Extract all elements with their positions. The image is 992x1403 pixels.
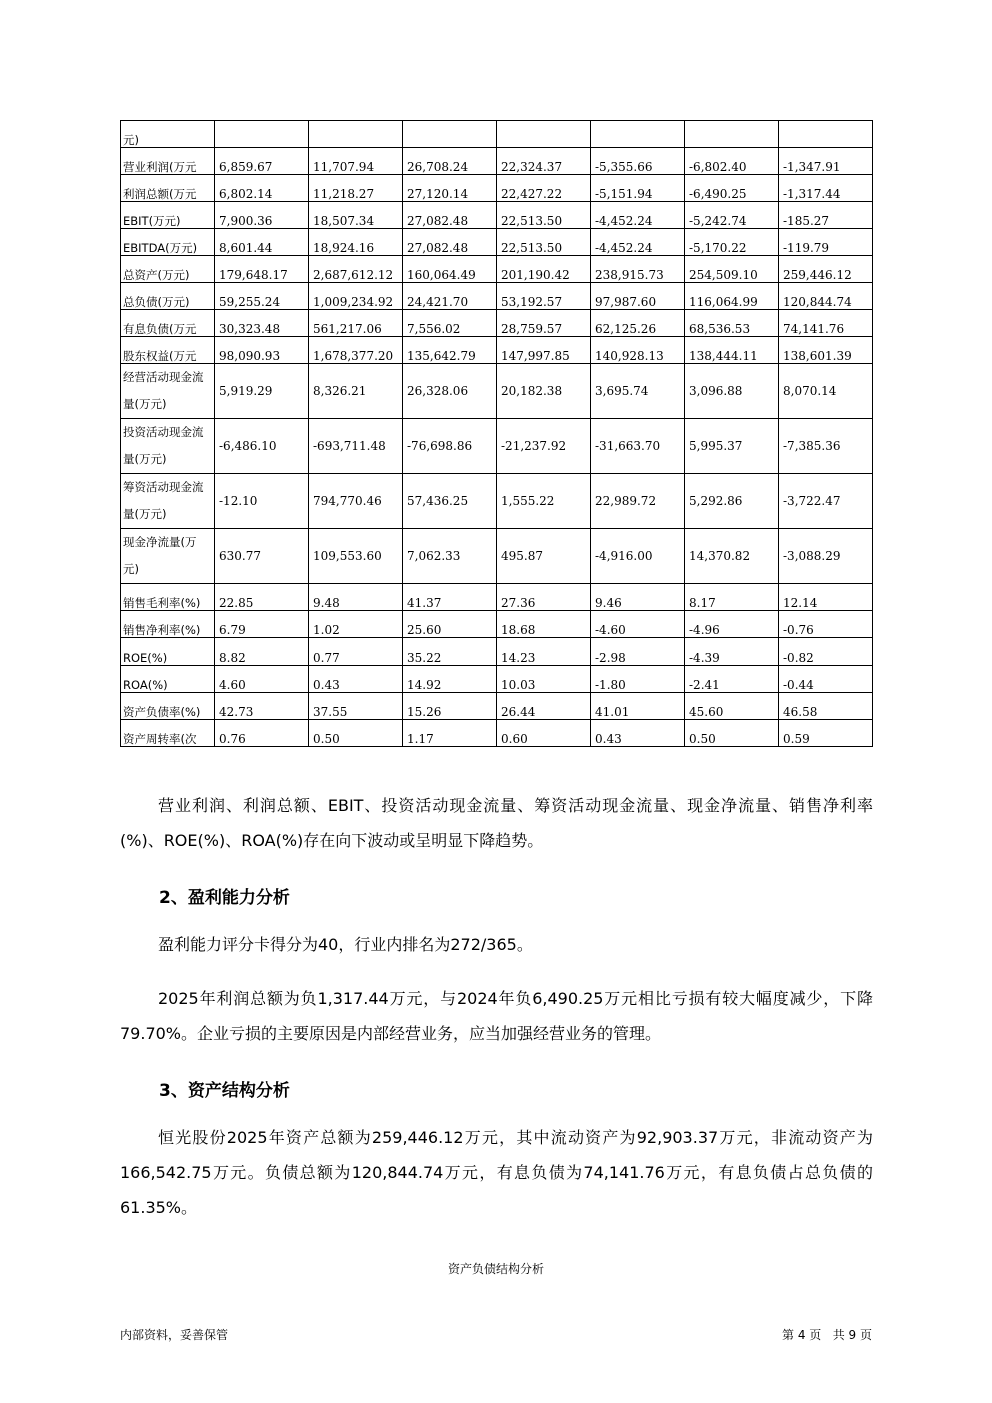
table-row — [121, 229, 873, 256]
table-cell: 3,096.88 — [685, 364, 779, 419]
table-cell: -4,452.24 — [591, 229, 685, 256]
table-cell: 1.02 — [309, 611, 403, 638]
table-row — [121, 283, 873, 310]
table-cell: -5,242.74 — [685, 202, 779, 229]
table-row — [121, 584, 873, 611]
table-row — [121, 638, 873, 666]
row-label: EBITDA(万元) — [121, 229, 215, 256]
table-cell: 26.44 — [497, 693, 591, 720]
table-cell: 46.58 — [779, 693, 873, 720]
table-cell: 45.60 — [685, 693, 779, 720]
table-cell — [685, 121, 779, 148]
table-cell: 14,370.82 — [685, 529, 779, 584]
row-label: 营业利润(万元 — [121, 148, 215, 175]
table-cell: 5,919.29 — [215, 364, 309, 419]
table-cell: 0.50 — [309, 720, 403, 747]
table-cell: 0.60 — [497, 720, 591, 747]
table-cell: 26,708.24 — [403, 148, 497, 175]
table-cell: -3,088.29 — [779, 529, 873, 584]
row-label: ROA(%) — [121, 666, 215, 693]
table-cell: 27,082.48 — [403, 202, 497, 229]
table-cell: 138,601.39 — [779, 337, 873, 364]
table-cell: 25.60 — [403, 611, 497, 638]
table-cell: 18,924.16 — [309, 229, 403, 256]
table-cell: 57,436.25 — [403, 474, 497, 529]
table-cell: 5,995.37 — [685, 419, 779, 474]
table-cell: 27,120.14 — [403, 175, 497, 202]
table-cell: -0.76 — [779, 611, 873, 638]
row-label: 现金净流量(万元) — [121, 529, 215, 584]
trend-paragraph: 营业利润、利润总额、EBIT、投资活动现金流量、筹资活动现金流量、现金净流量、销售净利率(%)、ROE(%)、ROA(%)存在向下波动或呈明显下降趋势。 — [120, 796, 873, 850]
table-cell: 22,324.37 — [497, 148, 591, 175]
table-cell: 22,513.50 — [497, 229, 591, 256]
table-cell: -3,722.47 — [779, 474, 873, 529]
table-cell: 22,513.50 — [497, 202, 591, 229]
table-row — [121, 256, 873, 283]
table-cell: 30,323.48 — [215, 310, 309, 337]
table-cell: -7,385.36 — [779, 419, 873, 474]
table-cell: -0.82 — [779, 638, 873, 666]
row-label: 经营活动现金流量(万元) — [121, 364, 215, 419]
table-cell: -76,698.86 — [403, 419, 497, 474]
table-cell: -21,237.92 — [497, 419, 591, 474]
table-cell: 97,987.60 — [591, 283, 685, 310]
row-label: 有息负债(万元 — [121, 310, 215, 337]
table-cell: 27.36 — [497, 584, 591, 611]
table-row — [121, 474, 873, 529]
table-cell: 3,695.74 — [591, 364, 685, 419]
table-cell: 11,707.94 — [309, 148, 403, 175]
table-cell: 62,125.26 — [591, 310, 685, 337]
table-cell: 109,553.60 — [309, 529, 403, 584]
table-cell: 24,421.70 — [403, 283, 497, 310]
table-cell: -31,663.70 — [591, 419, 685, 474]
table-cell: 135,642.79 — [403, 337, 497, 364]
table-cell: 794,770.46 — [309, 474, 403, 529]
table-cell: 7,900.36 — [215, 202, 309, 229]
table-cell: 147,997.85 — [497, 337, 591, 364]
table-cell: 238,915.73 — [591, 256, 685, 283]
table-cell: -2.41 — [685, 666, 779, 693]
table-cell: -6,802.40 — [685, 148, 779, 175]
table-row — [121, 121, 873, 148]
table-cell: 8,070.14 — [779, 364, 873, 419]
table-cell: 9.48 — [309, 584, 403, 611]
asset-structure-paragraph: 恒光股份2025年资产总额为259,446.12万元，其中流动资产为92,903.37万元，非流动资产为166,542.75万元。负债总额为120,844.74万元，有息负债为74,141.76万元，有息负债占总负债的61.35%。 — [120, 1128, 873, 1217]
table-cell: 10.03 — [497, 666, 591, 693]
table-cell: 68,536.53 — [685, 310, 779, 337]
table-cell: 6,802.14 — [215, 175, 309, 202]
table-cell: -4.39 — [685, 638, 779, 666]
table-row — [121, 693, 873, 720]
table-cell: -5,170.22 — [685, 229, 779, 256]
row-label: 利润总额(万元 — [121, 175, 215, 202]
table-row — [121, 337, 873, 364]
table-cell: 0.77 — [309, 638, 403, 666]
table-cell: 22,989.72 — [591, 474, 685, 529]
table-cell: 59,255.24 — [215, 283, 309, 310]
table-cell: 28,759.57 — [497, 310, 591, 337]
table-cell: 1,009,234.92 — [309, 283, 403, 310]
table-cell: 0.59 — [779, 720, 873, 747]
table-cell: -4.96 — [685, 611, 779, 638]
table-cell: -1.80 — [591, 666, 685, 693]
row-label: ROE(%) — [121, 638, 215, 666]
table-cell: 630.77 — [215, 529, 309, 584]
row-label: 元) — [121, 121, 215, 148]
table-cell: 254,509.10 — [685, 256, 779, 283]
row-label: 总负债(万元) — [121, 283, 215, 310]
table-cell: -1,317.44 — [779, 175, 873, 202]
table-cell: -6,486.10 — [215, 419, 309, 474]
table-cell: 2,687,612.12 — [309, 256, 403, 283]
financial-indicators-table — [120, 120, 873, 747]
row-label: 投资活动现金流量(万元) — [121, 419, 215, 474]
table-cell: 9.46 — [591, 584, 685, 611]
profitability-score-paragraph: 盈利能力评分卡得分为40，行业内排名为272/365。 — [158, 935, 533, 954]
table-row — [121, 148, 873, 175]
table-cell: 1.17 — [403, 720, 497, 747]
table-cell: 4.60 — [215, 666, 309, 693]
table-cell: 98,090.93 — [215, 337, 309, 364]
table-cell: 0.76 — [215, 720, 309, 747]
table-cell: 495.87 — [497, 529, 591, 584]
table-cell: 8,326.21 — [309, 364, 403, 419]
table-cell: 5,292.86 — [685, 474, 779, 529]
table-cell: -2.98 — [591, 638, 685, 666]
table-cell: 27,082.48 — [403, 229, 497, 256]
table-row — [121, 202, 873, 229]
table-cell: 8,601.44 — [215, 229, 309, 256]
table-cell — [215, 121, 309, 148]
table-cell: -4,916.00 — [591, 529, 685, 584]
table-cell: -5,355.66 — [591, 148, 685, 175]
table-cell — [403, 121, 497, 148]
profit-total-paragraph: 2025年利润总额为负1,317.44万元，与2024年负6,490.25万元相比亏损有较大幅度减少，下降79.70%。企业亏损的主要原因是内部经营业务，应当加强经营业务的管理。 — [120, 989, 873, 1043]
table-cell: 35.22 — [403, 638, 497, 666]
table-cell: 6.79 — [215, 611, 309, 638]
figure-caption: 资产负债结构分析 — [447, 1262, 544, 1276]
table-cell: 22,427.22 — [497, 175, 591, 202]
table-cell: -12.10 — [215, 474, 309, 529]
table-cell: 6,859.67 — [215, 148, 309, 175]
row-label: 筹资活动现金流量(万元) — [121, 474, 215, 529]
table-cell: 18.68 — [497, 611, 591, 638]
row-label: 销售净利率(%) — [121, 611, 215, 638]
table-cell: 8.17 — [685, 584, 779, 611]
table-cell: 0.43 — [591, 720, 685, 747]
table-cell: 179,648.17 — [215, 256, 309, 283]
table-cell: -693,711.48 — [309, 419, 403, 474]
row-label: 资产负债率(%) — [121, 693, 215, 720]
table-cell: 22.85 — [215, 584, 309, 611]
table-cell: 14.23 — [497, 638, 591, 666]
footer-page-number: 第 4 页 共 9 页 — [782, 1328, 872, 1342]
row-label: 股东权益(万元 — [121, 337, 215, 364]
table-cell: 8.82 — [215, 638, 309, 666]
row-label: EBIT(万元) — [121, 202, 215, 229]
table-cell — [779, 121, 873, 148]
section-heading-asset-structure: 3、资产结构分析 — [159, 1081, 290, 1101]
table-cell: -4,452.24 — [591, 202, 685, 229]
table-cell: 561,217.06 — [309, 310, 403, 337]
table-row — [121, 529, 873, 584]
table-cell: 12.14 — [779, 584, 873, 611]
table-row — [121, 364, 873, 419]
row-label: 总资产(万元) — [121, 256, 215, 283]
table-cell: 11,218.27 — [309, 175, 403, 202]
table-cell: 140,928.13 — [591, 337, 685, 364]
table-cell: 1,678,377.20 — [309, 337, 403, 364]
table-cell — [309, 121, 403, 148]
table-cell: -185.27 — [779, 202, 873, 229]
table-cell: -1,347.91 — [779, 148, 873, 175]
table-body — [121, 121, 873, 747]
footer-confidential-note: 内部资料，妥善保管 — [120, 1328, 229, 1342]
table-row — [121, 611, 873, 638]
table-cell: -6,490.25 — [685, 175, 779, 202]
table-cell: 201,190.42 — [497, 256, 591, 283]
table-cell: 74,141.76 — [779, 310, 873, 337]
table-cell: 41.01 — [591, 693, 685, 720]
table-cell: 20,182.38 — [497, 364, 591, 419]
row-label: 资产周转率(次 — [121, 720, 215, 747]
table-cell: 0.50 — [685, 720, 779, 747]
table-row — [121, 419, 873, 474]
table-cell: 120,844.74 — [779, 283, 873, 310]
table-cell: 0.43 — [309, 666, 403, 693]
table-cell: 7,062.33 — [403, 529, 497, 584]
table-row — [121, 175, 873, 202]
table-cell: 53,192.57 — [497, 283, 591, 310]
table-cell: 1,555.22 — [497, 474, 591, 529]
table-cell — [591, 121, 685, 148]
table-cell: 42.73 — [215, 693, 309, 720]
table-cell: 37.55 — [309, 693, 403, 720]
row-label: 销售毛利率(%) — [121, 584, 215, 611]
table-cell: 26,328.06 — [403, 364, 497, 419]
table-cell: -4.60 — [591, 611, 685, 638]
table-cell: 14.92 — [403, 666, 497, 693]
section-heading-profitability: 2、盈利能力分析 — [159, 888, 290, 908]
table-cell — [497, 121, 591, 148]
table-row — [121, 310, 873, 337]
table-cell: 138,444.11 — [685, 337, 779, 364]
table-cell: 7,556.02 — [403, 310, 497, 337]
table-cell: 15.26 — [403, 693, 497, 720]
table-cell: -0.44 — [779, 666, 873, 693]
table-cell: 160,064.49 — [403, 256, 497, 283]
table-cell: -119.79 — [779, 229, 873, 256]
table-cell: 259,446.12 — [779, 256, 873, 283]
table-row — [121, 720, 873, 747]
table-cell: 41.37 — [403, 584, 497, 611]
table-cell: 116,064.99 — [685, 283, 779, 310]
table-cell: -5,151.94 — [591, 175, 685, 202]
table-cell: 18,507.34 — [309, 202, 403, 229]
table-row — [121, 666, 873, 693]
